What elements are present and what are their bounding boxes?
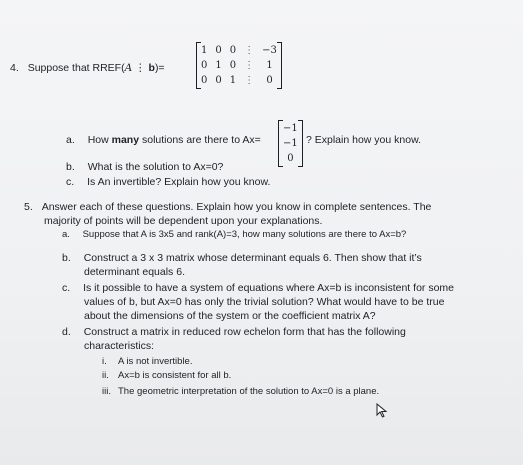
q4-number: 4.: [10, 62, 19, 74]
matrix-cell: 0: [215, 75, 222, 86]
matrix-cell: −3: [262, 45, 277, 56]
q4a-line: [66, 134, 261, 146]
matrix-cell: 0: [229, 45, 237, 56]
matrix-cell: 0: [266, 75, 273, 86]
q5d-item-text: Ax=b is consistent for all b.: [118, 370, 232, 381]
matrix-cell: 0: [201, 75, 208, 86]
q5d-item-text: A is not invertible.: [118, 356, 193, 367]
vector-cell: 0: [287, 153, 294, 164]
q4-close: )=: [154, 62, 165, 74]
q4a-label: a.: [66, 134, 75, 146]
q5c-text1: Is it possible to have a system of equations where Ax=b is inconsistent for some: [83, 282, 454, 294]
q4-A: A: [124, 62, 133, 74]
q5d-item: [102, 356, 192, 367]
q5-number: 5.: [24, 201, 33, 213]
q4c-line: [66, 176, 270, 188]
q5d-item: [102, 370, 231, 381]
q5d-line1: [62, 326, 406, 338]
q5d-item-label: i.: [102, 356, 107, 367]
q5c-text3: about the dimensions of the system or the coefficient matrix A?: [84, 310, 376, 322]
q5-intro2: majority of points will be dependent upon your explanations.: [44, 215, 323, 227]
matrix-cell: 0: [201, 60, 208, 71]
q5d-text2: characteristics:: [84, 340, 155, 352]
q5c-text2: values of b, but Ax=0 has only the trivial solution? What would have to be true: [84, 296, 445, 308]
q5a-text: Suppose that A is 3x5 and rank(A)=3, how many solutions are there to Ax=b?: [82, 229, 407, 240]
q5d-item-text: The geometric interpretation of the solution to Ax=0 is a plane.: [118, 386, 380, 397]
matrix-cell: 1: [266, 60, 273, 71]
q5b-text1: Construct a 3 x 3 matrix whose determinant equals 6. Then show that it’s: [83, 252, 422, 264]
q4b-line: [66, 161, 223, 173]
matrix-cell: 1: [215, 60, 222, 71]
q5b-label: b.: [62, 252, 71, 264]
q4-lead: Suppose that RREF(: [27, 62, 125, 74]
matrix-cell: 1: [229, 75, 237, 86]
matrix-cell: 1: [201, 45, 208, 56]
q4b-label: b.: [66, 161, 75, 173]
matrix-cell: ⋮: [244, 45, 255, 56]
q5d-item: [102, 386, 379, 397]
q5-intro-line1: [24, 201, 431, 213]
q4a-pre: How: [87, 134, 112, 146]
matrix-cell: ⋮: [244, 75, 255, 86]
rref-matrix: [196, 44, 282, 87]
mouse-cursor-icon: [376, 403, 388, 419]
q5d-item-label: ii.: [102, 370, 109, 381]
q4c-label: c.: [66, 176, 75, 188]
q4a-post: solutions are there to Ax=: [139, 134, 261, 146]
q5a-line: [62, 229, 406, 240]
q5c-label: c.: [62, 282, 71, 294]
vector-cell: −1: [283, 123, 298, 134]
q5b-text2: determinant equals 6.: [84, 266, 185, 278]
matrix-cell: 0: [229, 60, 237, 71]
vector-cell: −1: [283, 138, 298, 149]
q4c-text: Is An invertible? Explain how you know.: [87, 176, 271, 188]
q4-header: [10, 62, 165, 74]
q4a-tail: ? Explain how you know.: [306, 134, 421, 146]
q5d-label: d.: [62, 326, 71, 338]
q4a-bold: many: [111, 134, 140, 146]
q5b-line1: [62, 252, 422, 264]
q5-intro1: Answer each of these questions. Explain how you know in complete sentences. The: [41, 201, 432, 213]
q4b-text: What is the solution to Ax=0?: [87, 161, 224, 173]
q5d-item-label: iii.: [102, 386, 111, 397]
matrix-cell: 0: [215, 45, 222, 56]
q4-colon: ⋮: [132, 62, 149, 74]
q5a-label: a.: [62, 229, 70, 240]
q5c-line1: [62, 282, 454, 294]
q4-b: b: [148, 62, 155, 74]
matrix-cell: ⋮: [244, 60, 255, 71]
q5d-text1: Construct a matrix in reduced row echelon form that has the following: [83, 326, 406, 338]
vector-matrix: [278, 122, 303, 165]
